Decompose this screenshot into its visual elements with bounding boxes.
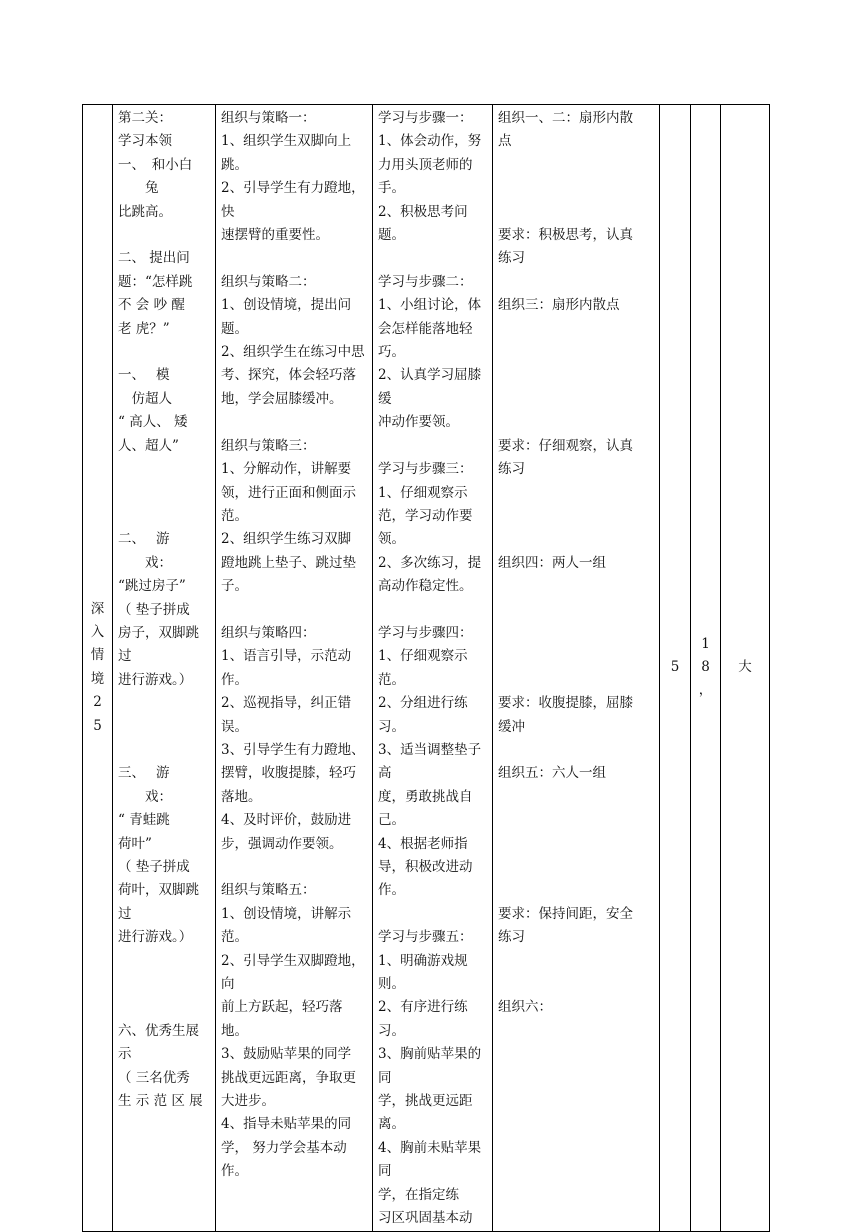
teacher-line: 1、组织学生双脚向上 bbox=[221, 133, 352, 150]
organization-line: 缓冲 bbox=[498, 718, 525, 735]
student-line: 学，挑战更远距 bbox=[378, 1093, 473, 1110]
content-line: 二、 提出问 bbox=[118, 250, 190, 267]
section-label-char: 情 bbox=[90, 647, 105, 664]
teacher-line: 大进步。 bbox=[221, 1093, 275, 1110]
organization-line bbox=[498, 364, 655, 387]
teacher-line: 步，强调动作要领。 bbox=[221, 835, 343, 852]
section-label bbox=[91, 598, 105, 738]
student-line: 学习与步骤四： bbox=[378, 624, 473, 641]
teacher-line: 领，进行正面和侧面示 bbox=[221, 484, 356, 501]
student-line: 2、认真学习屈膝缓 bbox=[378, 367, 482, 407]
time-char: ， bbox=[698, 682, 713, 699]
organization-line bbox=[498, 973, 655, 996]
organization-line bbox=[498, 599, 655, 622]
organization-line: 要求：收腹提膝，屈膝 bbox=[498, 695, 633, 712]
organization-line: 要求：保持间距，安全 bbox=[498, 905, 633, 922]
organization-line bbox=[498, 669, 655, 692]
student-line bbox=[378, 599, 488, 622]
content-line bbox=[118, 482, 211, 505]
organization-line bbox=[498, 809, 655, 832]
student-line: 2、积极思考问 bbox=[378, 203, 468, 220]
content-line bbox=[118, 458, 211, 481]
teacher-line: 1、语言引导，示范动 bbox=[221, 648, 352, 665]
time-char: 1 bbox=[701, 635, 710, 652]
teacher-line: 范。 bbox=[221, 929, 248, 946]
teacher-line: 组织与策略三： bbox=[221, 437, 316, 454]
section-label-char: 5 bbox=[93, 717, 102, 734]
student-line: 1、明确游戏规 bbox=[378, 952, 468, 969]
student-line: 学习与步骤五： bbox=[378, 929, 473, 946]
teacher-line bbox=[221, 247, 368, 270]
content-line: 人、超人” bbox=[118, 437, 179, 454]
organization-line: 练习 bbox=[498, 461, 525, 478]
organization-line bbox=[498, 879, 655, 902]
teacher-line: 范。 bbox=[221, 507, 248, 524]
teacher-cell bbox=[216, 105, 373, 1232]
student-line: 范。 bbox=[378, 671, 405, 688]
organization-line bbox=[498, 154, 655, 177]
organization-line: 组织五：六人一组 bbox=[498, 765, 606, 782]
teacher-line bbox=[221, 599, 368, 622]
teacher-line: 1、分解动作，讲解要 bbox=[221, 461, 352, 478]
organization-line: 组织三：扇形内散点 bbox=[498, 297, 620, 314]
student-line: 己。 bbox=[378, 812, 405, 829]
student-line: 习。 bbox=[378, 1022, 405, 1039]
content-line: 进行游戏。） bbox=[118, 929, 193, 946]
teacher-line: 作。 bbox=[221, 1163, 248, 1180]
practice-count: 5 bbox=[670, 659, 680, 676]
student-line: 学，在指定练 bbox=[378, 1186, 459, 1203]
content-line: 荷叶” bbox=[118, 835, 152, 852]
teacher-line bbox=[221, 856, 368, 879]
content-line: 老 虎？” bbox=[118, 320, 170, 337]
teacher-line: 组织与策略四： bbox=[221, 624, 316, 641]
teacher-line bbox=[221, 411, 368, 434]
teacher-line: 作。 bbox=[221, 671, 248, 688]
content-line bbox=[118, 973, 211, 996]
teacher-line: 误。 bbox=[221, 718, 248, 735]
content-line: 学习本领 bbox=[118, 133, 172, 150]
content-line bbox=[118, 716, 211, 739]
organization-line bbox=[498, 833, 655, 856]
content-line bbox=[118, 505, 211, 528]
student-line: 学习与步骤一： bbox=[378, 110, 473, 126]
student-line: 题。 bbox=[378, 227, 405, 244]
content-line: 二、 游 bbox=[118, 531, 170, 548]
teacher-line: 跳。 bbox=[221, 156, 248, 173]
teacher-line: 组织与策略五： bbox=[221, 882, 316, 899]
student-line: 2、分组进行练 bbox=[378, 695, 468, 712]
organization-cell bbox=[493, 105, 660, 1232]
organization-line bbox=[498, 645, 655, 668]
content-line bbox=[118, 739, 211, 762]
organization-line bbox=[498, 341, 655, 364]
student-line: 力用头顶老师的 bbox=[378, 156, 473, 173]
organization-line bbox=[498, 575, 655, 598]
content-line: 一、 和小白 bbox=[118, 156, 193, 173]
content-line: 第二关： bbox=[118, 110, 172, 126]
section-label-char: 入 bbox=[90, 623, 105, 640]
intensity-cell bbox=[721, 105, 770, 1232]
teacher-line: 子。 bbox=[221, 578, 248, 595]
student-line: 习区巩固基本动 bbox=[378, 1210, 473, 1227]
content-line: （ 垫子拼成 bbox=[118, 601, 190, 618]
teacher-line: 2、组织学生练习双脚 bbox=[221, 531, 352, 548]
section-label-char: 2 bbox=[93, 694, 102, 711]
student-line: 导，积极改进动 bbox=[378, 859, 473, 875]
content-line: （ 垫子拼成 bbox=[118, 859, 190, 875]
teacher-line: 4、指导未贴苹果的同 bbox=[221, 1116, 352, 1133]
organization-line bbox=[498, 622, 655, 645]
content-line: 生 示 范 区 展 bbox=[118, 1093, 203, 1110]
organization-line bbox=[498, 201, 655, 224]
student-line: 度，勇敢挑战自 bbox=[378, 788, 473, 805]
content-line: “ 青蛙跳 bbox=[118, 812, 170, 829]
content-line: 示 bbox=[118, 1046, 132, 1063]
student-line: 巧。 bbox=[378, 344, 405, 361]
organization-line: 要求：积极思考，认真 bbox=[498, 227, 633, 244]
organization-line bbox=[498, 528, 655, 551]
organization-line bbox=[498, 318, 655, 341]
student-line: 会怎样能落地轻 bbox=[378, 320, 473, 337]
content-line bbox=[118, 692, 211, 715]
teacher-line: 地，学会屈膝缓冲。 bbox=[221, 390, 343, 407]
organization-line: 练习 bbox=[498, 250, 525, 267]
content-line: 比跳高。 bbox=[118, 203, 172, 220]
teacher-line: 考、探究，体会轻巧落 bbox=[221, 367, 356, 384]
lesson-row bbox=[83, 105, 770, 1232]
teacher-line: 4、及时评价，鼓励进 bbox=[221, 812, 352, 829]
content-line: 戏： bbox=[118, 788, 172, 805]
student-line: 1、体会动作，努 bbox=[378, 133, 482, 150]
organization-line: 点 bbox=[498, 133, 512, 150]
content-line: 荷叶，双脚跳过 bbox=[118, 882, 199, 922]
student-line: 2、多次练习，提 bbox=[378, 554, 482, 571]
teacher-strategy-column bbox=[216, 105, 372, 1184]
student-line bbox=[378, 247, 488, 270]
content-line: 六、优秀生展 bbox=[118, 1022, 199, 1039]
student-steps-column bbox=[373, 105, 492, 1231]
content-cell bbox=[113, 105, 216, 1232]
organization-line bbox=[498, 177, 655, 200]
student-line: 冲动作要领。 bbox=[378, 414, 459, 431]
organization-line: 练习 bbox=[498, 929, 525, 946]
content-line bbox=[118, 341, 211, 364]
practice-intensity: 大 bbox=[738, 659, 752, 676]
teacher-line: 前上方跃起，轻巧落地。 bbox=[221, 999, 343, 1039]
content-line: （ 三名优秀 bbox=[118, 1069, 190, 1086]
teacher-line: 落地。 bbox=[221, 788, 262, 805]
organization-column bbox=[493, 105, 659, 1020]
section-label-char: 境 bbox=[90, 670, 105, 687]
content-line: 仿超人 bbox=[118, 390, 172, 407]
content-line: 不 会 吵 醒 bbox=[118, 297, 185, 314]
student-line: 则。 bbox=[378, 976, 405, 993]
student-line: 1、仔细观察示 bbox=[378, 648, 468, 665]
organization-line bbox=[498, 856, 655, 879]
organization-line: 要求：仔细观察，认真 bbox=[498, 437, 633, 454]
student-line: 范，学习动作要 bbox=[378, 507, 473, 524]
content-line: 三、 游 bbox=[118, 765, 170, 782]
teacher-line: 题。 bbox=[221, 320, 248, 337]
organization-line bbox=[498, 271, 655, 294]
teacher-line: 1、创设情境，讲解示 bbox=[221, 905, 352, 922]
teacher-line: 蹬地跳上垫子、跳过垫 bbox=[221, 554, 356, 571]
student-line: 高动作稳定性。 bbox=[378, 578, 473, 595]
student-line: 1、仔细观察示 bbox=[378, 484, 468, 501]
teacher-line: 3、鼓励贴苹果的同学 bbox=[221, 1046, 352, 1063]
time-char: 8 bbox=[701, 659, 710, 676]
content-line: 进行游戏。） bbox=[118, 671, 193, 688]
section-label-cell bbox=[83, 105, 113, 1232]
teacher-line: 组织与策略二： bbox=[221, 273, 316, 290]
content-line bbox=[118, 950, 211, 973]
teacher-line: 挑战更远距离，争取更 bbox=[221, 1069, 356, 1086]
student-line: 4、胸前未贴苹果同 bbox=[378, 1139, 482, 1180]
teacher-line: 2、引导学生双脚蹬地，向 bbox=[221, 952, 365, 993]
student-cell bbox=[373, 105, 493, 1232]
organization-line bbox=[498, 786, 655, 809]
content-line: “跳过房子” bbox=[118, 578, 186, 595]
student-line: 4、根据老师指 bbox=[378, 835, 468, 852]
organization-line: 组织六： bbox=[498, 999, 552, 1016]
student-line: 学习与步骤二： bbox=[378, 273, 473, 290]
teacher-line: 2、引导学生有力蹬地，快 bbox=[221, 180, 365, 220]
student-line: 学习与步骤三： bbox=[378, 461, 473, 478]
student-line: 1、小组讨论，体 bbox=[378, 297, 482, 314]
student-line: 3、胸前贴苹果的同 bbox=[378, 1046, 482, 1086]
content-line: 兔 bbox=[118, 180, 159, 197]
student-line: 作。 bbox=[378, 882, 405, 899]
student-line: 习。 bbox=[378, 718, 405, 735]
student-line: 领。 bbox=[378, 531, 405, 548]
student-line: 离。 bbox=[378, 1116, 405, 1133]
organization-line bbox=[498, 482, 655, 505]
content-line: 戏： bbox=[118, 554, 172, 571]
organization-line: 组织四：两人一组 bbox=[498, 554, 606, 571]
lesson-plan-table bbox=[82, 104, 770, 1232]
count-cell bbox=[660, 105, 691, 1232]
content-line: “ 高人、 矮 bbox=[118, 414, 188, 431]
student-line: 手。 bbox=[378, 180, 405, 197]
content-line bbox=[118, 224, 211, 247]
teacher-line: 2、巡视指导，纠正错 bbox=[221, 695, 352, 712]
student-line bbox=[378, 903, 488, 926]
content-line: 题：“怎样跳 bbox=[118, 273, 193, 290]
section-label-char: 深 bbox=[90, 600, 105, 617]
teacher-line: 2、组织学生在练习中思 bbox=[221, 344, 365, 361]
teacher-line: 3、引导学生有力蹬地、 bbox=[221, 741, 365, 758]
student-line: 2、有序进行练 bbox=[378, 999, 468, 1016]
student-line bbox=[378, 435, 488, 458]
teacher-line: 学， 努力学会基本动 bbox=[221, 1139, 347, 1156]
content-column bbox=[113, 105, 215, 1113]
teacher-line: 组织与策略一： bbox=[221, 110, 316, 126]
organization-line bbox=[498, 505, 655, 528]
content-line: 一、 模 bbox=[118, 367, 170, 384]
teacher-line: 速摆臂的重要性。 bbox=[221, 227, 329, 244]
teacher-line: 摆臂，收腹提膝，轻巧 bbox=[221, 765, 356, 782]
organization-line bbox=[498, 739, 655, 762]
organization-line bbox=[498, 411, 655, 434]
content-line: 房子，双脚跳过 bbox=[118, 624, 199, 665]
organization-line bbox=[498, 388, 655, 411]
practice-time bbox=[699, 633, 713, 703]
student-line: 3、适当调整垫子高 bbox=[378, 741, 482, 782]
organization-line: 组织一、二：扇形内散 bbox=[498, 110, 633, 126]
time-cell bbox=[691, 105, 721, 1232]
content-line bbox=[118, 996, 211, 1019]
organization-line bbox=[498, 950, 655, 973]
teacher-line: 1、创设情境，提出问 bbox=[221, 297, 352, 314]
